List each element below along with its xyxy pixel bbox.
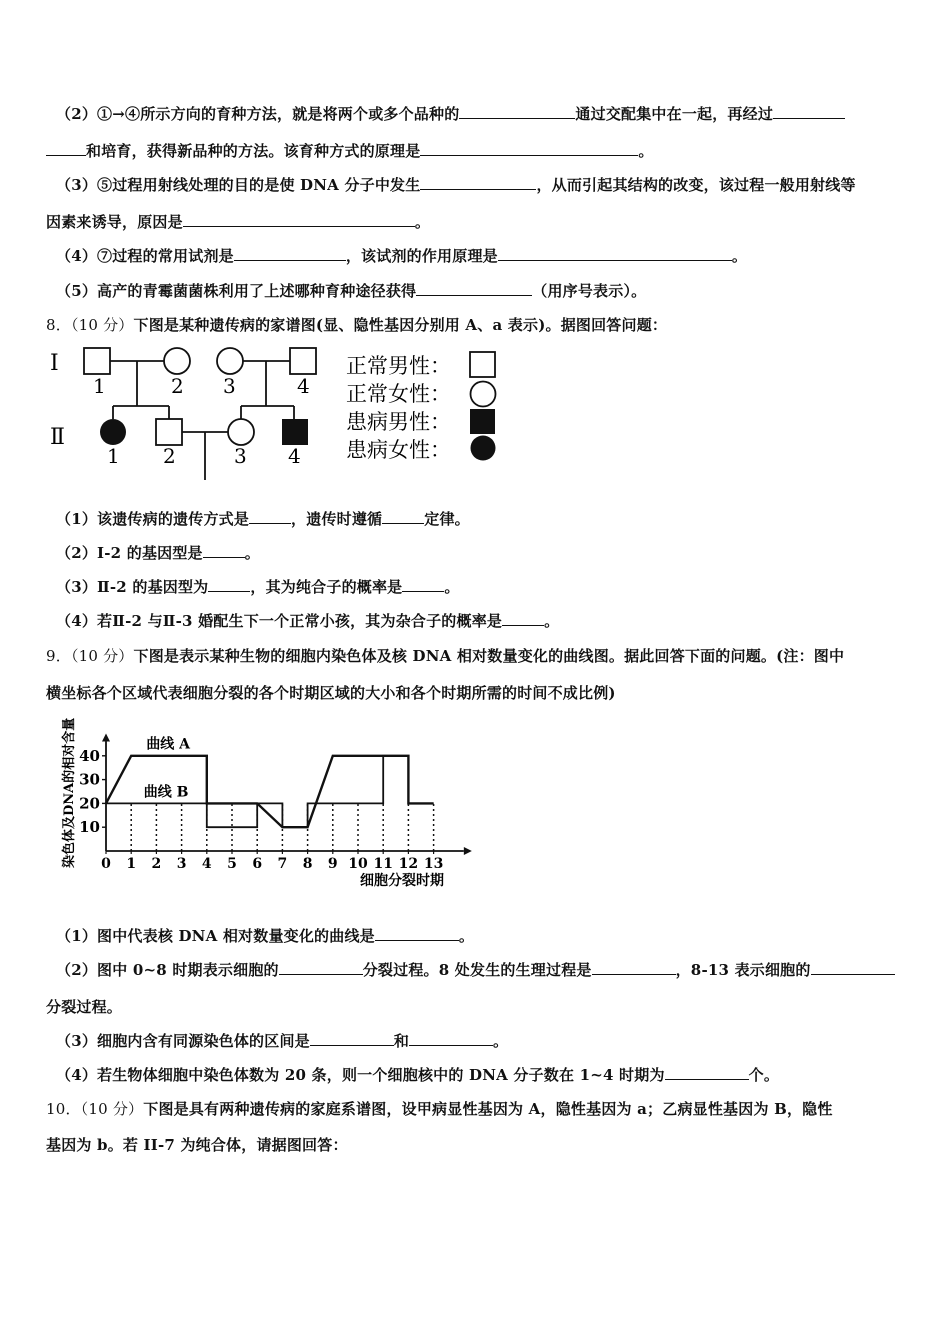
- chart-label-curve-a: 曲线 A: [146, 736, 191, 753]
- q8-number: 8．（10 分）: [46, 316, 134, 334]
- q9-stem-text-1: 下图是表示某种生物的细胞内染色体及核 DNA 相对数量变化的曲线图。据此回答下面的问题。(注：图中: [133, 647, 845, 665]
- pedigree-num-II2: 2: [163, 444, 176, 468]
- q9-s1-text-b: 。: [458, 927, 475, 945]
- q8-s3-text-b: ，其为纯合子的概率是: [250, 578, 403, 596]
- chart-x-tick-label: 8: [302, 856, 313, 872]
- pedigree-num-I2: 2: [171, 374, 184, 398]
- q9-stem-line1: [46, 645, 844, 666]
- q9-chromosome-dna-chart: [46, 718, 476, 893]
- chart-x-tick-label: 4: [201, 856, 212, 872]
- q7-p2-text-a: （2）①→④所示方向的育种方法，就是将两个或多个品种的: [56, 105, 460, 123]
- pedigree-gen2-label: Ⅱ: [50, 425, 65, 450]
- legend-square-filled-icon: [470, 409, 495, 434]
- pedigree-I1-normal-male: [84, 348, 110, 374]
- q8-stem: [46, 314, 667, 335]
- q7-p2-blank-1[interactable]: [459, 104, 575, 119]
- chart-x-tick-label: 7: [277, 856, 288, 872]
- q10-stem-line1: [46, 1098, 833, 1119]
- q10-stem-text-1: 下图是具有两种遗传病的家庭系谱图，设甲病显性基因为 A，隐性基因为 a；乙病显性基因为 B，隐性: [143, 1100, 833, 1118]
- q9-s1-text-a: （1）图中代表核 DNA 相对数量变化的曲线是: [56, 927, 375, 945]
- q9-s2-text-d: 分裂过程。: [46, 998, 123, 1016]
- q7-p2-text-c: 和培育，获得新品种的方法。该育种方式的原理是: [86, 142, 421, 160]
- legend-normal-female: 正常女性：: [346, 382, 451, 406]
- q8-s1-blank-2[interactable]: [382, 509, 424, 524]
- q8-s2-blank[interactable]: [203, 543, 245, 558]
- pedigree-I4-normal-male: [290, 348, 316, 374]
- q8-stem-text: 下图是某种遗传病的家谱图(显、隐性基因分别用 A、a 表示)。据图回答问题：: [133, 316, 668, 334]
- pedigree-II1-affected-female: [100, 419, 126, 445]
- q7-p3-blank-2[interactable]: [183, 212, 415, 227]
- q9-stem-text-2: 横坐标各个区域代表细胞分裂的各个时期区域的大小和各个时期所需的时间不成比例): [46, 684, 616, 702]
- q9-s2-text-a: （2）图中 0~8 时期表示细胞的: [56, 961, 279, 979]
- q9-s2-text-b: 分裂过程。8 处发生的生理过程是: [362, 961, 592, 979]
- chart-x-tick-label: 9: [327, 856, 338, 872]
- chart-x-tick-label: 6: [252, 856, 263, 872]
- legend-circle-filled-icon: [471, 436, 496, 461]
- chart-x-tick-label: 13: [423, 856, 444, 872]
- q9-stem-line2: [46, 682, 616, 703]
- q7-p2-blank-3[interactable]: [420, 141, 638, 156]
- pedigree-num-II1: 1: [107, 444, 120, 468]
- q7-p4-text-a: （4）⑦过程的常用试剂是: [56, 247, 234, 265]
- pedigree-II3-normal-female: [228, 419, 254, 445]
- q8-sub1: [56, 508, 470, 529]
- pedigree-II2-normal-male: [156, 419, 182, 445]
- q8-s4-text-b: 。: [544, 612, 560, 630]
- q10-stem-text-2: 基因为 b。若 II-7 为纯合体，请据图回答：: [46, 1136, 348, 1154]
- chart-x-tick-label: 3: [176, 856, 187, 872]
- q7-p3-blank-1[interactable]: [420, 175, 536, 190]
- chart-x-axis-label: 细胞分裂时期: [360, 873, 444, 889]
- q10-number: 10．（10 分）: [46, 1100, 144, 1118]
- q9-s3-blank-1[interactable]: [310, 1031, 394, 1046]
- q8-pedigree-figure: [46, 340, 516, 488]
- pedigree-num-II4: 4: [288, 444, 301, 468]
- q7-p2-period: 。: [638, 142, 654, 160]
- q9-s4-text-b: 个。: [748, 1066, 780, 1084]
- chart-x-axis-arrow: [464, 847, 472, 855]
- q9-s3-blank-2[interactable]: [409, 1031, 493, 1046]
- q9-s2-blank-2[interactable]: [592, 960, 676, 975]
- q9-s3-text-a: （3）细胞内含有同源染色体的区间是: [56, 1032, 310, 1050]
- q7-p2-blank-2-cont[interactable]: [46, 141, 86, 156]
- q10-stem-line2: [46, 1134, 348, 1155]
- pedigree-num-I4: 4: [297, 374, 310, 398]
- q7-p3-text-b: ，从而引起其结构的改变，该过程一般用射线等: [536, 176, 856, 194]
- q9-s4-text-a: （4）若生物体细胞中染色体数为 20 条，则一个细胞核中的 DNA 分子数在 1~4 时期为: [56, 1066, 665, 1084]
- q7-p3-text-c: 因素来诱导，原因是: [46, 213, 183, 231]
- q7-p3-text-a: （3）⑤过程用射线处理的目的是使 DNA 分子中发生: [56, 176, 421, 194]
- q7-p5-text-a: （5）高产的青霉菌菌株利用了上述哪种育种途径获得: [56, 282, 417, 300]
- q9-s1-blank[interactable]: [375, 926, 459, 941]
- chart-y-tick-label: 10: [79, 818, 100, 837]
- q8-sub2: [56, 542, 260, 563]
- q9-sub2-line2: [46, 996, 122, 1017]
- chart-x-tick-label: 12: [398, 856, 419, 872]
- q7-part2-line2: [46, 140, 654, 161]
- q7-part4: [56, 245, 747, 266]
- chart-label-curve-b: 曲线 B: [143, 784, 189, 801]
- chart-x-tick-label: 10: [348, 856, 368, 872]
- q7-p5-text-b: （用序号表示）。: [532, 282, 647, 300]
- pedigree-num-I1: 1: [93, 374, 106, 398]
- q8-s3-blank-1[interactable]: [208, 577, 250, 592]
- q9-s4-blank[interactable]: [665, 1065, 749, 1080]
- q9-number: 9．（10 分）: [46, 647, 134, 665]
- q9-s2-blank-1[interactable]: [279, 960, 363, 975]
- q8-sub3: [56, 576, 460, 597]
- chart-x-tick-label: 5: [227, 856, 237, 872]
- q7-p2-text-b: 通过交配集中在一起，再经过: [575, 105, 774, 123]
- legend-square-open-icon: [470, 352, 495, 377]
- pedigree-gen1-label: Ⅰ: [50, 351, 59, 376]
- legend-affected-male: 患病男性：: [346, 410, 451, 434]
- q7-part2-line1: [56, 103, 845, 124]
- q8-s3-text-c: 。: [444, 578, 460, 596]
- q8-s2-text-b: 。: [244, 544, 260, 562]
- chart-y-tick-label: 20: [79, 794, 100, 813]
- q9-s3-text-c: 。: [493, 1032, 509, 1050]
- q7-p2-blank-2[interactable]: [773, 104, 845, 119]
- pedigree-num-II3: 3: [234, 444, 247, 468]
- pedigree-I2-normal-female: [164, 348, 190, 374]
- legend-circle-open-icon: [471, 382, 496, 407]
- q7-part3-line2: [46, 211, 430, 232]
- chart-y-axis-arrow: [102, 734, 110, 742]
- q9-sub3: [56, 1030, 508, 1051]
- q9-sub4: [56, 1064, 779, 1085]
- q8-s4-text-a: （4）若Ⅱ-2 与Ⅱ-3 婚配生下一个正常小孩，其为杂合子的概率是: [56, 612, 503, 630]
- pedigree-num-I3: 3: [223, 374, 236, 398]
- q7-p4-blank-2[interactable]: [498, 246, 732, 261]
- chart-x-tick-label: 0: [101, 856, 111, 872]
- chart-y-tick-label: 30: [79, 770, 100, 789]
- legend-normal-male: 正常男性：: [346, 354, 451, 378]
- pedigree-I3-normal-female: [217, 348, 243, 374]
- q9-s2-blank-3[interactable]: [811, 960, 895, 975]
- q9-s3-text-b: 和: [393, 1032, 410, 1050]
- chart-x-tick-label: 2: [151, 856, 162, 872]
- pedigree-II4-affected-male: [282, 419, 308, 445]
- chart-x-tick-label: 11: [373, 856, 393, 872]
- chart-x-tick-label: 1: [126, 856, 137, 872]
- q8-s1-text-c: 定律。: [424, 510, 470, 528]
- q8-s1-blank-1[interactable]: [249, 509, 291, 524]
- q7-p4-text-b: ，该试剂的作用原理是: [345, 247, 498, 265]
- q7-p4-blank-1[interactable]: [234, 246, 346, 261]
- legend-affected-female: 患病女性：: [346, 438, 451, 462]
- q8-s3-blank-2[interactable]: [402, 577, 444, 592]
- q7-p3-period: 。: [414, 213, 431, 231]
- q8-s4-blank[interactable]: [502, 611, 544, 626]
- q8-s3-text-a: （3）Ⅱ-2 的基因型为: [56, 578, 209, 596]
- q7-part5: [56, 280, 646, 301]
- chart-y-axis-label: 染色体及DNA的相对含量: [62, 718, 77, 868]
- q9-sub2-line1: [56, 959, 895, 980]
- q7-p4-period: 。: [731, 247, 748, 265]
- q8-s2-text-a: （2）Ⅰ-2 的基因型是: [56, 544, 203, 562]
- q8-sub4: [56, 610, 559, 631]
- q8-s1-text-a: （1）该遗传病的遗传方式是: [56, 510, 250, 528]
- q7-p5-blank[interactable]: [416, 281, 532, 296]
- chart-y-tick-label: 40: [79, 746, 100, 765]
- q7-part3-line1: [56, 174, 856, 195]
- q9-s2-text-c: ，8-13 表示细胞的: [675, 961, 811, 979]
- q8-s1-text-b: ，遗传时遵循: [291, 510, 383, 528]
- q9-sub1: [56, 925, 474, 946]
